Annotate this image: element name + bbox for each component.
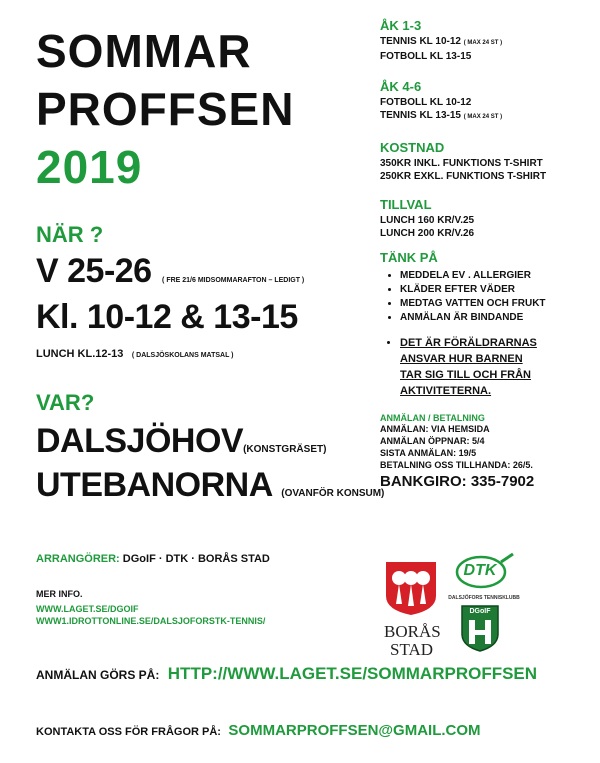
ak46-line1: FOTBOLL KL 10-12 [380,97,472,108]
dtk-letters: DTK [463,562,497,579]
more-info [36,588,265,627]
signup-label: ANMÄLAN GÖRS PÅ: [36,668,160,682]
when-times: Kl. 10-12 & 13-15 [36,298,298,336]
think-list [380,269,590,325]
boras-stad-logo [384,560,444,659]
ak46-line2-note: ( MAX 24 ST ) [463,114,503,120]
title-line2: PROFFSEN [36,83,295,135]
when-lunch: LUNCH KL.12-13 [36,348,124,360]
when-lunch-row [36,344,234,362]
cost-line2: 250KR EXKL. FUNKTIONS T-SHIRT [380,171,547,182]
think-item: • MEDTAG VATTEN OCH FRUKT [400,297,590,311]
parent-line1: • DET ÄR FÖRÄLDRARNAS [400,335,590,351]
extra-line2: LUNCH 200 KR/V.26 [380,228,475,239]
ak13-line1-row [380,35,590,50]
signup-row [36,664,537,684]
ak46-line2: TENNIS KL 13-15 [380,110,461,121]
parent-line2: ANSVAR HUR BARNEN [400,353,523,365]
right-column [380,18,590,490]
parent-responsibility [380,335,590,351]
where-heading: VAR? [36,390,95,415]
when-weeks: V 25-26 [36,252,152,290]
signup-url[interactable]: HTTP://WWW.LAGET.SE/SOMMARPROFFSEN [167,664,538,683]
where-place2-note: (OVANFÖR KONSUM) [281,488,385,499]
extra-heading: TILLVAL [380,197,432,212]
when-weeks-note: ( FRE 21/6 MIDSOMMARAFTON – LEDIGT ) [162,277,305,284]
parent-line3: TAR SIG TILL OCH FRÅN [400,369,531,381]
when-heading: NÄR ? [36,222,104,247]
dgoif-text: DGoIF [469,608,491,615]
registration-heading: ANMÄLAN / BETALNING [380,413,485,423]
where-place2: UTEBANORNA [36,466,273,504]
where-place1: DALSJÖHOV [36,422,244,460]
ak46-line2-row [380,109,590,124]
more-info-link2[interactable]: WWW1.IDROTTONLINE.SE/DALSJOFORSTK-TENNIS/ [36,616,266,626]
dgoif-logo [460,604,504,657]
think-item: • KLÄDER EFTER VÄDER [400,283,590,297]
registration-line2: ANMÄLAN ÖPPNAR: 5/4 [380,436,485,446]
title-year: 2019 [36,141,143,193]
where-place1-row [36,422,326,461]
title-line1: SOMMAR [36,25,252,77]
more-info-label: MER INFO. [36,589,83,599]
ak13-line1: TENNIS KL 10-12 [380,36,461,47]
organizers [36,553,270,565]
boras-shield-icon [384,560,438,616]
boras-line2: STAD [390,640,434,659]
think-item: • ANMÄLAN ÄR BINDANDE [400,311,590,325]
contact-email[interactable]: SOMMARPROFFSEN@GMAIL.COM [228,722,481,739]
when-lunch-note: ( DALSJÖSKOLANS MATSAL ) [131,352,234,359]
where-place2-row [36,466,384,505]
think-item: • MEDDELA EV . ALLERGIER [400,269,590,283]
when-weeks-row [36,252,304,291]
bankgiro: BANKGIRO: 335-7902 [380,473,535,490]
ak13-line2: FOTBOLL KL 13-15 [380,51,472,62]
where-place1-note: (KONSTGRÄSET) [243,444,327,455]
contact-row [36,722,481,740]
ak46-heading: ÅK 4-6 [380,79,422,94]
parent-line4: AKTIVITETERNA. [400,385,492,397]
ak13-line1-note: ( MAX 24 ST ) [463,40,503,46]
extra-line1: LUNCH 160 KR/V.25 [380,215,475,226]
think-heading: TÄNK PÅ [380,250,438,265]
organizers-label: ARRANGÖRER: [36,553,120,565]
registration-line4: BETALNING OSS TILLHANDA: 26/5. [380,460,533,470]
ak13-heading: ÅK 1-3 [380,18,422,33]
cost-line1: 350KR INKL. FUNKTIONS T-SHIRT [380,158,543,169]
more-info-link1[interactable]: WWW.LAGET.SE/DGOIF [36,604,139,614]
contact-label: KONTAKTA OSS FÖR FRÅGOR PÅ: [36,726,221,738]
registration-line1: ANMÄLAN: VIA HEMSIDA [380,424,490,434]
dtk-caption: DALSJÖFORS TENNISKLUBB [448,595,520,601]
boras-line1: BORÅS [384,622,441,641]
registration-line3: SISTA ANMÄLAN: 19/5 [380,448,477,458]
cost-heading: KOSTNAD [380,140,445,155]
organizers-names: DGoIF · DTK · BORÅS STAD [122,553,270,565]
dtk-logo [448,552,520,601]
